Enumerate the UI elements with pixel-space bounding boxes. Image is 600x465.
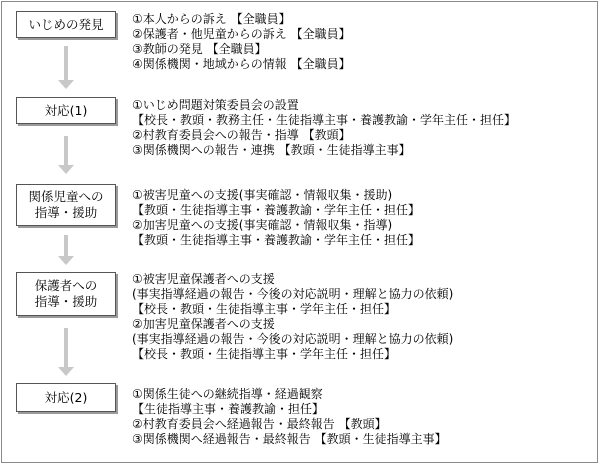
stage-title-line: 関係児童への [28,189,104,204]
stage-box-guardian-guidance [16,272,116,316]
detail-line: 【校長・教頭・生徒指導主事・学年主任・担任】 [132,302,397,316]
stage-box-student-guidance [16,184,116,226]
detail-line: ②保護者・他児童からの訴え 【全職員】 [132,27,351,41]
detail-line: ②村教育委員会への報告・指導 【教頭】 [132,128,351,142]
detail-line: (事実指導経過の報告・今後の対応説明・理解と協力の依頼) [132,287,454,301]
stage-details-guardian-guidance [132,272,594,362]
stage-box-response-2 [16,383,116,412]
stage-title-line: 指導・援助 [34,294,98,309]
detail-line: ③教師の発見 【全職員】 [132,42,267,56]
stage-title-line: 保護者への [34,278,98,293]
detail-line: ②加害児童保護者への支援 [132,317,275,331]
stage-details-student-guidance [132,188,594,248]
detail-line: ②村教育委員会へ経過報告・最終報告 【教頭】 [132,417,387,431]
detail-line: ①いじめ問題対策委員会の設置 [132,98,299,112]
detail-line: ①関係生徒への継続指導・経過観察 [132,387,323,401]
stage-details-response-1 [132,98,594,158]
detail-line: ①被害児童への支援(事実確認・情報収集・援助) [132,188,393,202]
detail-line: ①本人からの訴え 【全職員】 [132,12,291,26]
detail-line: 【教頭・生徒指導主事・養護教諭・学年主任・担任】 [132,233,421,247]
flow-arrow [58,328,74,376]
detail-line: 【教頭・生徒指導主事・養護教諭・学年主任・担任】 [132,203,421,217]
stage-box-discovery [16,11,116,38]
detail-line: ②加害児童への支援(事実確認・情報収集・指導) [132,218,393,232]
diagram-frame [1,1,598,463]
detail-line: 【生徒指導主事・養護教諭・担任】 [132,402,325,416]
detail-line: 【校長・教頭・教務主任・生徒指導主事・養護教諭・学年主任・担任】 [132,113,517,127]
flow-arrow [58,46,74,89]
stage-details-response-2 [132,387,594,447]
stage-details-discovery [132,12,594,72]
stage-title: 対応(1) [44,102,88,118]
detail-line: ④関係機関・地域からの情報 【全職員】 [132,57,351,71]
detail-line: ③関係機関への報告・連携 【教頭・生徒指導主事】 [132,143,411,157]
detail-line: ③関係機関へ経過報告・最終報告 【教頭・生徒指導主事】 [132,432,447,446]
detail-line: (事実指導経過の報告・今後の対応説明・理解と協力の依頼) [132,332,454,346]
stage-title: 対応(2) [44,389,88,405]
stage-box-response-1 [16,97,116,124]
detail-line: 【校長・教頭・生徒指導主事・学年主任・担任】 [132,347,397,361]
detail-line: ①被害児童保護者への支援 [132,272,275,286]
flow-arrow [58,136,74,174]
flow-arrow [58,235,74,265]
stage-title-line: 指導・援助 [34,205,98,220]
stage-title: いじめの発見 [28,16,104,32]
